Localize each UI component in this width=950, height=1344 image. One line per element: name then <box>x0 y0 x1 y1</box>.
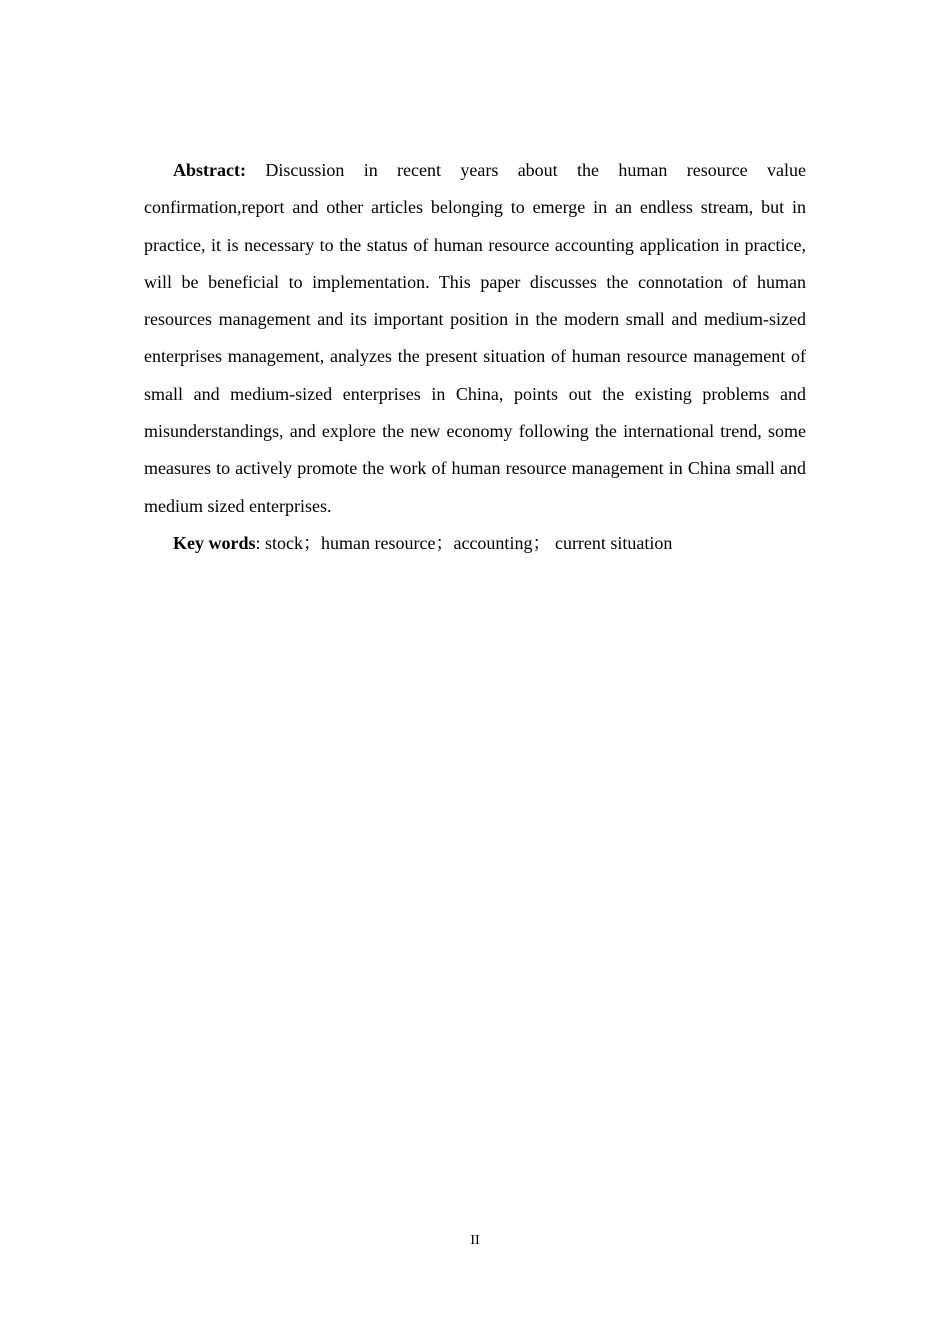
keyword-item: accounting <box>453 532 533 553</box>
keyword-delimiter: ； <box>435 532 454 553</box>
keywords-label: Key words <box>173 532 256 553</box>
keyword-delimiter: ； <box>532 532 551 553</box>
page-number: II <box>470 1233 480 1248</box>
abstract-text: Discussion in recent years about the human resource value confirmation,report and other articles belonging to emerge in an endless stream, but in practice, it is necessary to the status of human resource accounting application in practice, will be beneficial to implementation. This paper discusses the connotation of human resources management and its important position in the modern small and medium-sized enterprises management, analyzes the present situation of human resource management of small and medium-sized enterprises in China, points out the existing problems and misunderstandings, and explore the new economy following the international trend, some measures to actively promote the work of human resource management in China small and medium sized enterprises. <box>144 160 807 516</box>
keywords-colon: : <box>255 532 266 553</box>
keywords-paragraph <box>144 525 806 562</box>
keyword-item: human resource <box>321 532 436 553</box>
keyword-item: current situation <box>554 532 673 553</box>
keyword-item: stock <box>265 532 304 553</box>
abstract-section <box>144 152 806 562</box>
keyword-delimiter: ； <box>303 532 322 553</box>
abstract-paragraph <box>144 152 806 525</box>
abstract-label: Abstract: <box>173 160 246 180</box>
